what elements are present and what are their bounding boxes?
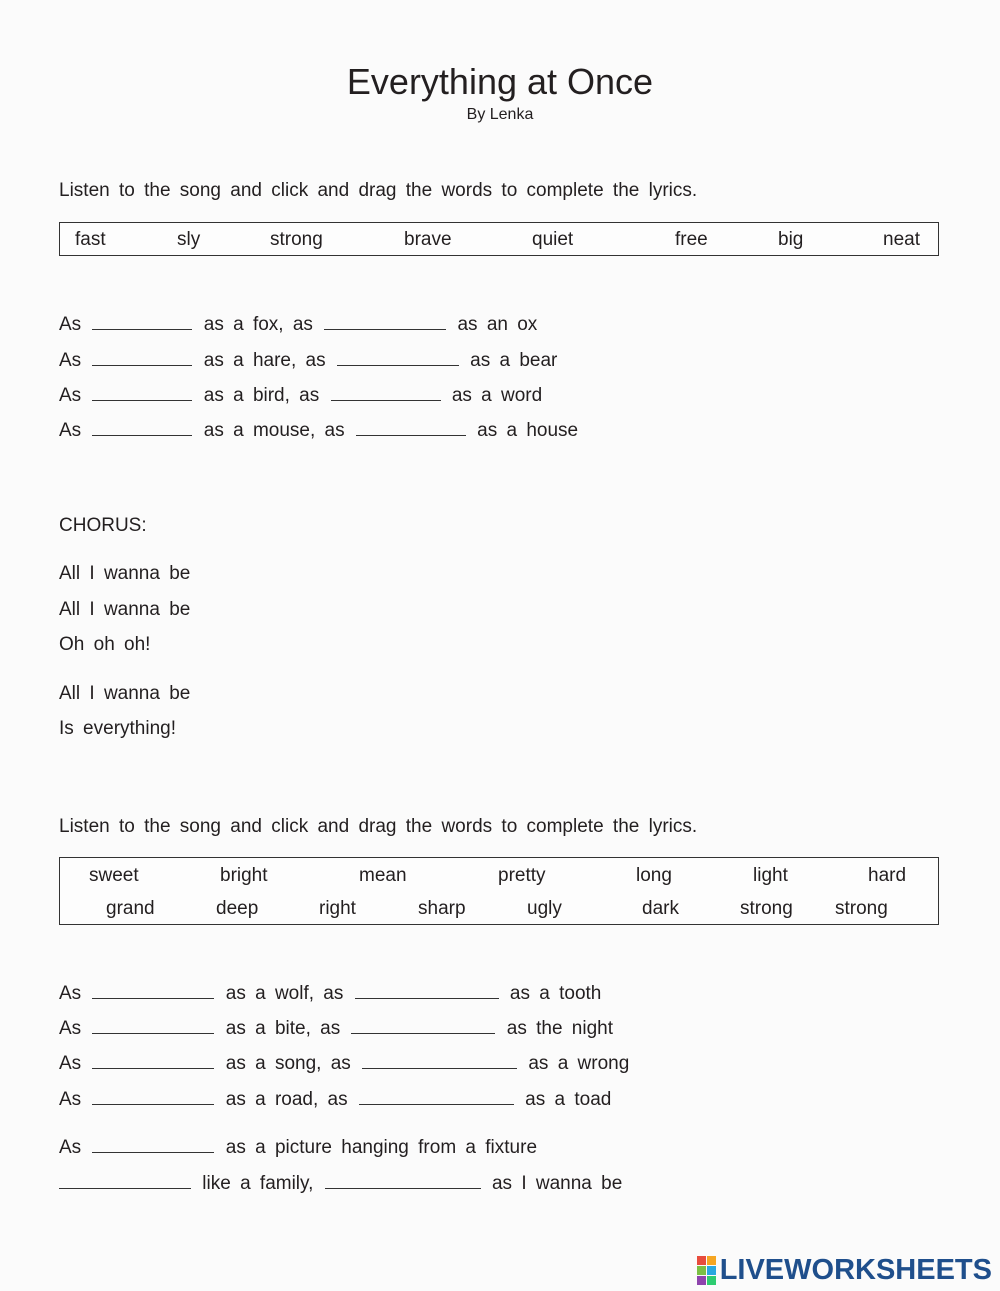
drag-word[interactable]: free (675, 229, 708, 250)
drag-word[interactable]: ugly (527, 898, 562, 919)
answer-blank[interactable] (356, 417, 466, 436)
instruction-1: Listen to the song and click and drag the words to complete the lyrics. (59, 180, 698, 201)
drag-word[interactable]: strong (270, 229, 323, 250)
answer-blank[interactable] (92, 347, 192, 366)
chorus-line: All I wanna be (59, 683, 191, 704)
logo-block (707, 1266, 716, 1275)
word-bank-2 (59, 857, 939, 925)
drag-word[interactable]: light (753, 865, 788, 886)
answer-blank[interactable] (324, 311, 446, 330)
chorus-line: All I wanna be (59, 599, 191, 620)
drag-word[interactable]: fast (75, 229, 106, 250)
lyric-line: As as a bite, as as the night (59, 1015, 613, 1040)
liveworksheets-logo (697, 1252, 992, 1288)
answer-blank[interactable] (92, 1050, 214, 1069)
drag-word[interactable]: sharp (418, 898, 466, 919)
answer-blank[interactable] (331, 382, 441, 401)
chorus-heading: CHORUS: (59, 515, 147, 536)
answer-blank[interactable] (325, 1170, 481, 1189)
logo-block (707, 1276, 716, 1285)
drag-word[interactable]: pretty (498, 865, 546, 886)
answer-blank[interactable] (362, 1050, 517, 1069)
lyric-line: As as a fox, as as an ox (59, 311, 537, 336)
page-subtitle: By Lenka (466, 106, 534, 123)
instruction-2: Listen to the song and click and drag the words to complete the lyrics. (59, 816, 698, 837)
answer-blank[interactable] (337, 347, 459, 366)
drag-word[interactable]: hard (868, 865, 907, 886)
chorus-line: Is everything! (59, 718, 176, 739)
lyric-line: As as a bird, as as a word (59, 382, 542, 407)
logo-block (707, 1256, 716, 1265)
logo-text: LIVEWORKSHEETS (719, 1253, 992, 1286)
answer-blank[interactable] (92, 1134, 214, 1153)
logo-blocks-icon (697, 1256, 716, 1285)
answer-blank[interactable] (359, 1086, 514, 1105)
drag-word[interactable]: deep (216, 898, 259, 919)
chorus-line: All I wanna be (59, 563, 191, 584)
lyric-line: As as a picture hanging from a fixture (59, 1134, 537, 1159)
drag-word[interactable]: mean (359, 865, 407, 886)
answer-blank[interactable] (92, 417, 192, 436)
answer-blank[interactable] (92, 311, 192, 330)
answer-blank[interactable] (59, 1170, 191, 1189)
answer-blank[interactable] (92, 1086, 214, 1105)
drag-word[interactable]: big (778, 229, 804, 250)
drag-word[interactable]: strong (835, 898, 888, 919)
answer-blank[interactable] (355, 980, 499, 999)
chorus-line: Oh oh oh! (59, 634, 151, 655)
drag-word[interactable]: sweet (89, 865, 139, 886)
lyric-line: As as a wolf, as as a tooth (59, 980, 601, 1005)
answer-blank[interactable] (92, 980, 214, 999)
drag-word[interactable]: long (636, 865, 672, 886)
answer-blank[interactable] (92, 382, 192, 401)
drag-word[interactable]: brave (404, 229, 452, 250)
drag-word[interactable]: bright (220, 865, 268, 886)
drag-word[interactable]: quiet (532, 229, 574, 250)
word-bank-1 (59, 222, 939, 256)
answer-blank[interactable] (92, 1015, 214, 1034)
drag-word[interactable]: sly (177, 229, 201, 250)
drag-word[interactable]: dark (642, 898, 679, 919)
logo-block (697, 1256, 706, 1265)
drag-word[interactable]: strong (740, 898, 793, 919)
logo-block (697, 1276, 706, 1285)
page-title: Everything at Once (346, 61, 654, 102)
lyric-line: As as a song, as as a wrong (59, 1050, 629, 1075)
answer-blank[interactable] (351, 1015, 495, 1034)
logo-block (697, 1266, 706, 1275)
lyric-line: like a family, as I wanna be (59, 1170, 622, 1195)
lyric-line: As as a hare, as as a bear (59, 347, 557, 372)
lyric-line: As as a mouse, as as a house (59, 417, 578, 442)
drag-word[interactable]: right (319, 898, 356, 919)
lyric-line: As as a road, as as a toad (59, 1086, 611, 1111)
drag-word[interactable]: neat (883, 229, 920, 250)
drag-word[interactable]: grand (106, 898, 155, 919)
